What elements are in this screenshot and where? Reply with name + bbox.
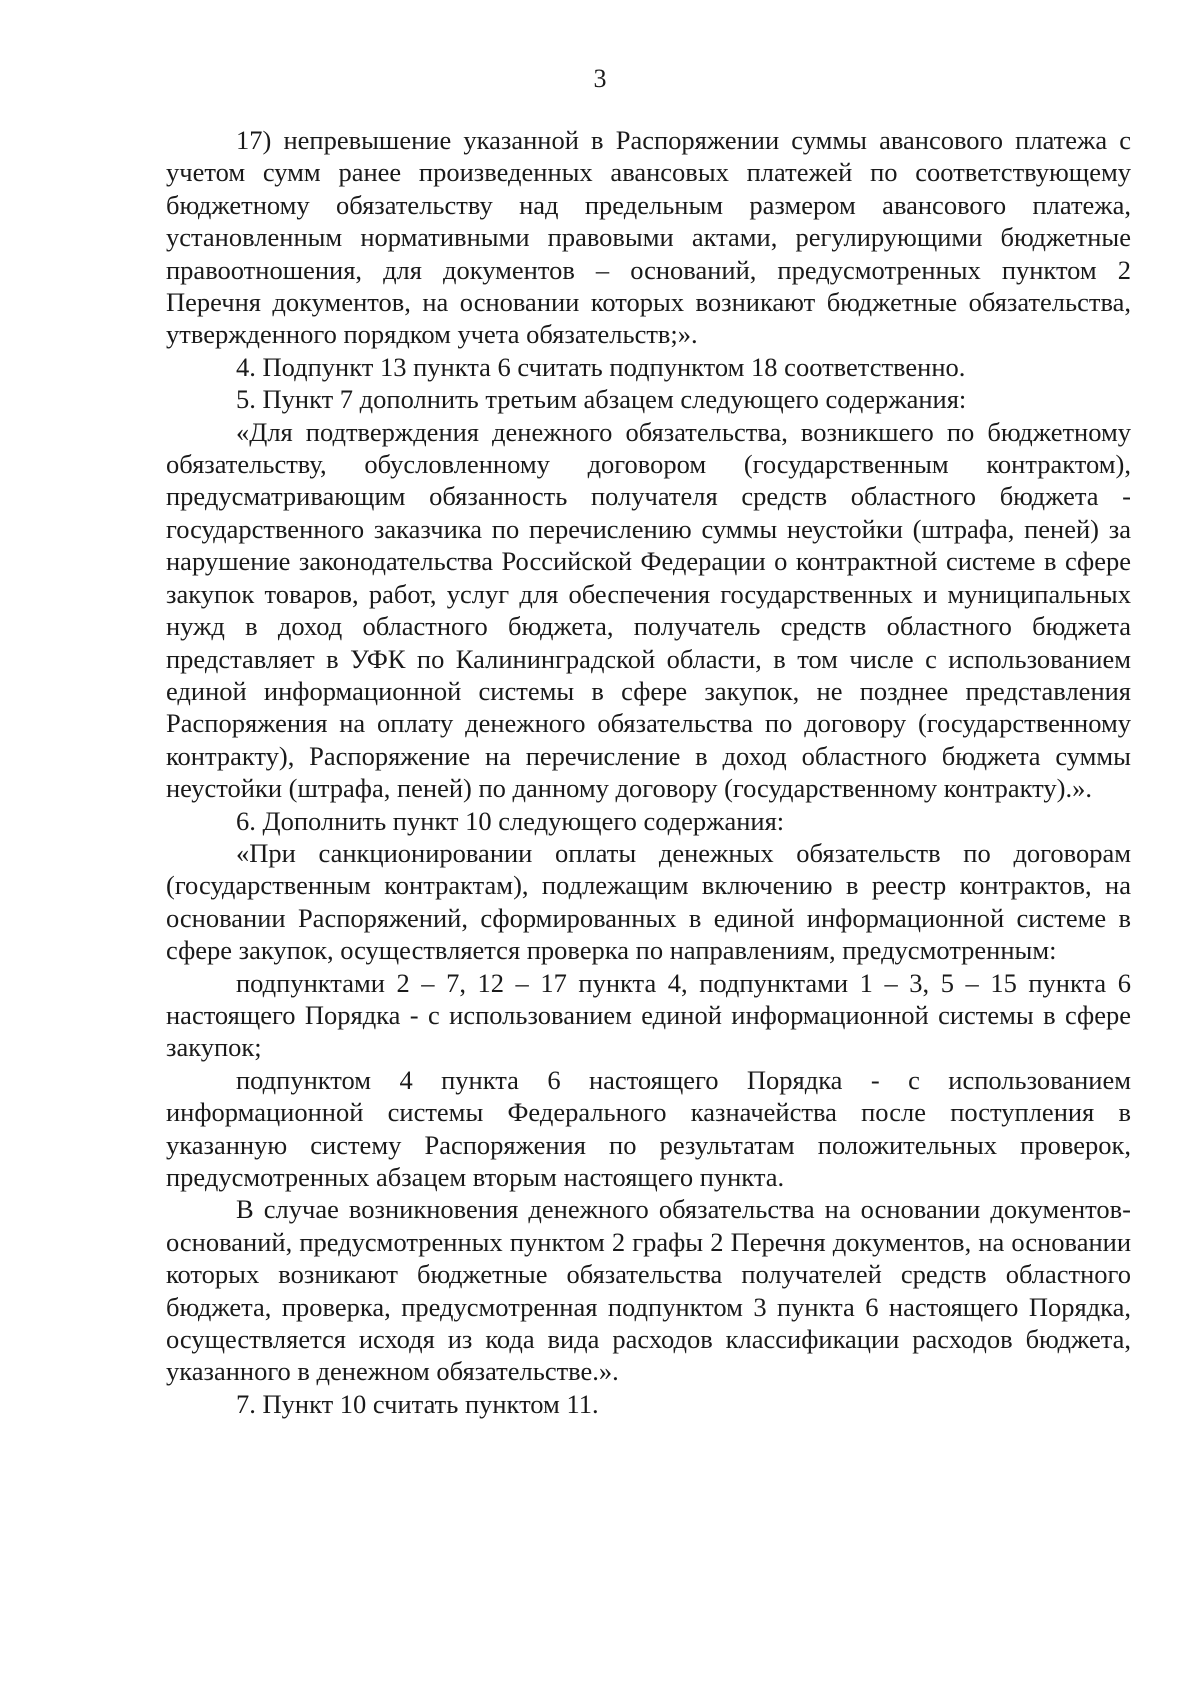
paragraph-item-6-case: В случае возникновения денежного обязательства на основании документов-оснований, предусмотренных пунктом 2 графы 2 Перечня документов, на основании которых возникают бюджетные обязательства получателей средств областного бюджета, проверка, предусмотренная подпунктом 3 пункта 6 настоящего Порядка, осуществляется исходя из кода вида расходов классификации расходов бюджета, указанного в денежном обязательстве.». xyxy=(166,1194,1131,1387)
paragraph-subitem-17: 17) непревышение указанной в Распоряжении суммы авансового платежа с учетом сумм ранее произведенных авансовых платежей по соответствующему бюджетному обязательству над предельным размером авансового платежа, установленным нормативными правовыми актами, регулирующими бюджетные правоотношения, для документов – оснований, предусмотренных пунктом 2 Перечня документов, на основании которых возникают бюджетные обязательства, утвержденного порядком учета обязательств;». xyxy=(166,125,1131,350)
paragraph-item-4: 4. Подпункт 13 пункта 6 считать подпунктом 18 соответственно. xyxy=(236,351,966,382)
paragraph-item-5: 5. Пункт 7 дополнить третьим абзацем следующего содержания: xyxy=(236,384,967,415)
paragraph-item-6-text: «При санкционировании оплаты денежных обязательств по договорам (государственным контрактам), подлежащим включению в реестр контрактов, на основании Распоряжений, сформированных в единой информационной системе в сфере закупок, осуществляется проверка по направлениям, предусмотренным: xyxy=(166,837,1131,966)
paragraph-item-6: 6. Дополнить пункт 10 следующего содержания: xyxy=(236,805,785,836)
paragraph-item-6-list-2: подпунктом 4 пункта 6 настоящего Порядка - с использованием информационной системы Федерального казначейства после поступления в указанную систему Распоряжения по результатам положительных проверок, предусмотренных абзацем вторым настоящего пункта. xyxy=(166,1064,1131,1192)
page-number: 3 xyxy=(593,64,607,93)
document-body xyxy=(166,124,1131,1420)
paragraph-item-5-text: «Для подтверждения денежного обязательства, возникшего по бюджетному обязательству, обусловленному договором (государственным контрактом), предусматривающим обязанность получателя средств областного бюджета - государственного заказчика по перечислению суммы неустойки (штрафа, пеней) за нарушение законодательства Российской Федерации о контрактной системе в сфере закупок товаров, работ, услуг для обеспечения государственных и муниципальных нужд в доход областного бюджета, получатель средств областного бюджета представляет в УФК по Калининградской области, в том числе с использованием единой информационной системы в сфере закупок, не позднее представления Распоряжения на оплату денежного обязательства по договору (государственному контракту), Распоряжение на перечисление в доход областного бюджета суммы неустойки (штрафа, пеней) по данному договору (государственному контракту).». xyxy=(166,416,1131,804)
paragraph-item-7: 7. Пункт 10 считать пунктом 11. xyxy=(236,1388,599,1419)
paragraph-item-6-list-1: подпунктами 2 – 7, 12 – 17 пункта 4, подпунктами 1 – 3, 5 – 15 пункта 6 настоящего Порядка - с использованием единой информационной системы в сфере закупок; xyxy=(166,967,1131,1063)
